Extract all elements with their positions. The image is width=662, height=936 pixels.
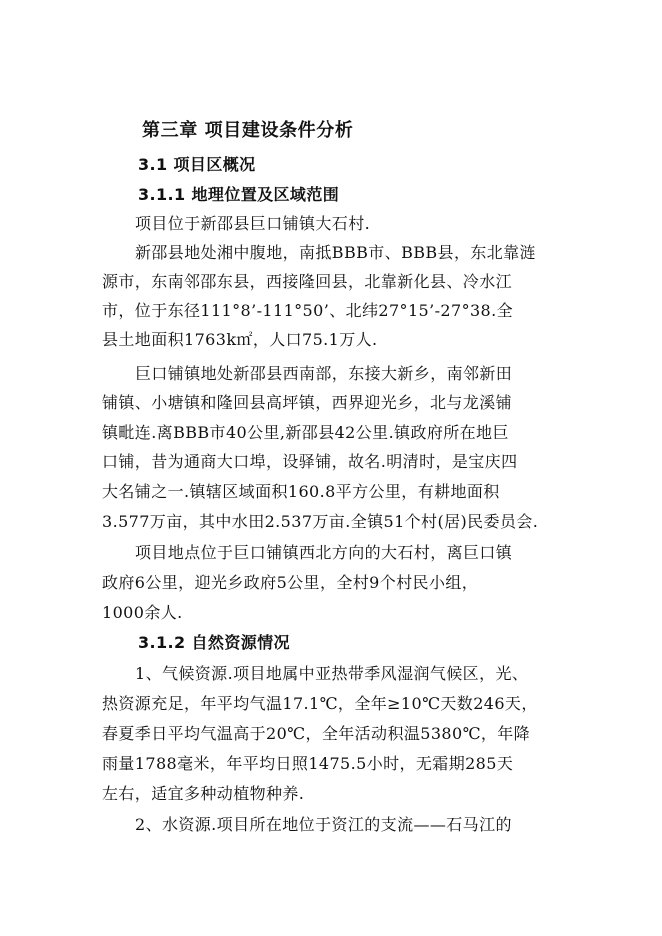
- paragraph-line: 3.577万亩，其中水田2.537万亩.全镇51个村(居)民委员会.: [102, 512, 539, 531]
- paragraph-line: 大名铺之一.镇辖区域面积160.8平方公里，有耕地面积: [102, 482, 500, 501]
- subsection-title-geography: 3.1.1 地理位置及区域范围: [138, 185, 340, 204]
- paragraph-line: 新邵县地处湘中腹地，南抵BBB市、BBB县，东北靠涟: [135, 243, 536, 262]
- paragraph-line: 镇毗连.离BBB市40公里,新邵县42公里.镇政府所在地巨: [102, 423, 509, 442]
- paragraph-line: 雨量1788毫米，年平均日照1475.5小时，无霜期285天: [102, 754, 514, 773]
- paragraph-line: 源市，东南邻邵东县，西接隆回县，北靠新化县、冷水江: [102, 272, 513, 291]
- paragraph-line: 政府6公里，迎光乡政府5公里，全村9个村民小组，: [102, 573, 479, 592]
- paragraph-line: 市，位于东径111°8’-111°50’、北纬27°15’-27°38.全: [102, 301, 514, 320]
- paragraph-line: 热资源充足，年平均气温17.1℃，全年≥10℃天数246天，: [102, 694, 538, 713]
- paragraph-line: 项目位于新邵县巨口铺镇大石村.: [135, 214, 371, 233]
- paragraph-line: 口铺，昔为通商大口埠，设驿铺，故名.明清时，是宝庆四: [102, 452, 518, 471]
- paragraph-line: 1000余人.: [102, 603, 183, 622]
- paragraph-line: 县土地面积1763k㎡，人口75.1万人.: [102, 330, 378, 349]
- subsection-title-resources: 3.1.2 自然资源情况: [138, 633, 290, 652]
- section-title: 3.1 项目区概况: [138, 155, 256, 174]
- paragraph-line: 2、水资源.项目所在地位于资江的支流——石马江的: [135, 815, 512, 834]
- paragraph-line: 春夏季日平均气温高于20℃，全年活动积温5380℃，年降: [102, 724, 531, 743]
- paragraph-line: 铺镇、小塘镇和隆回县高坪镇，西界迎光乡，北与龙溪铺: [102, 393, 513, 412]
- paragraph-line: 巨口铺镇地处新邵县西南部，东接大新乡，南邻新田: [135, 364, 513, 383]
- paragraph-line: 项目地点位于巨口铺镇西北方向的大石村，离巨口镇: [135, 543, 513, 562]
- paragraph-line: 1、气候资源.项目地属中亚热带季风湿润气候区，光、: [135, 664, 529, 683]
- chapter-title: 第三章 项目建设条件分析: [142, 120, 354, 141]
- paragraph-line: 左右，适宜多种动植物种养.: [102, 784, 305, 803]
